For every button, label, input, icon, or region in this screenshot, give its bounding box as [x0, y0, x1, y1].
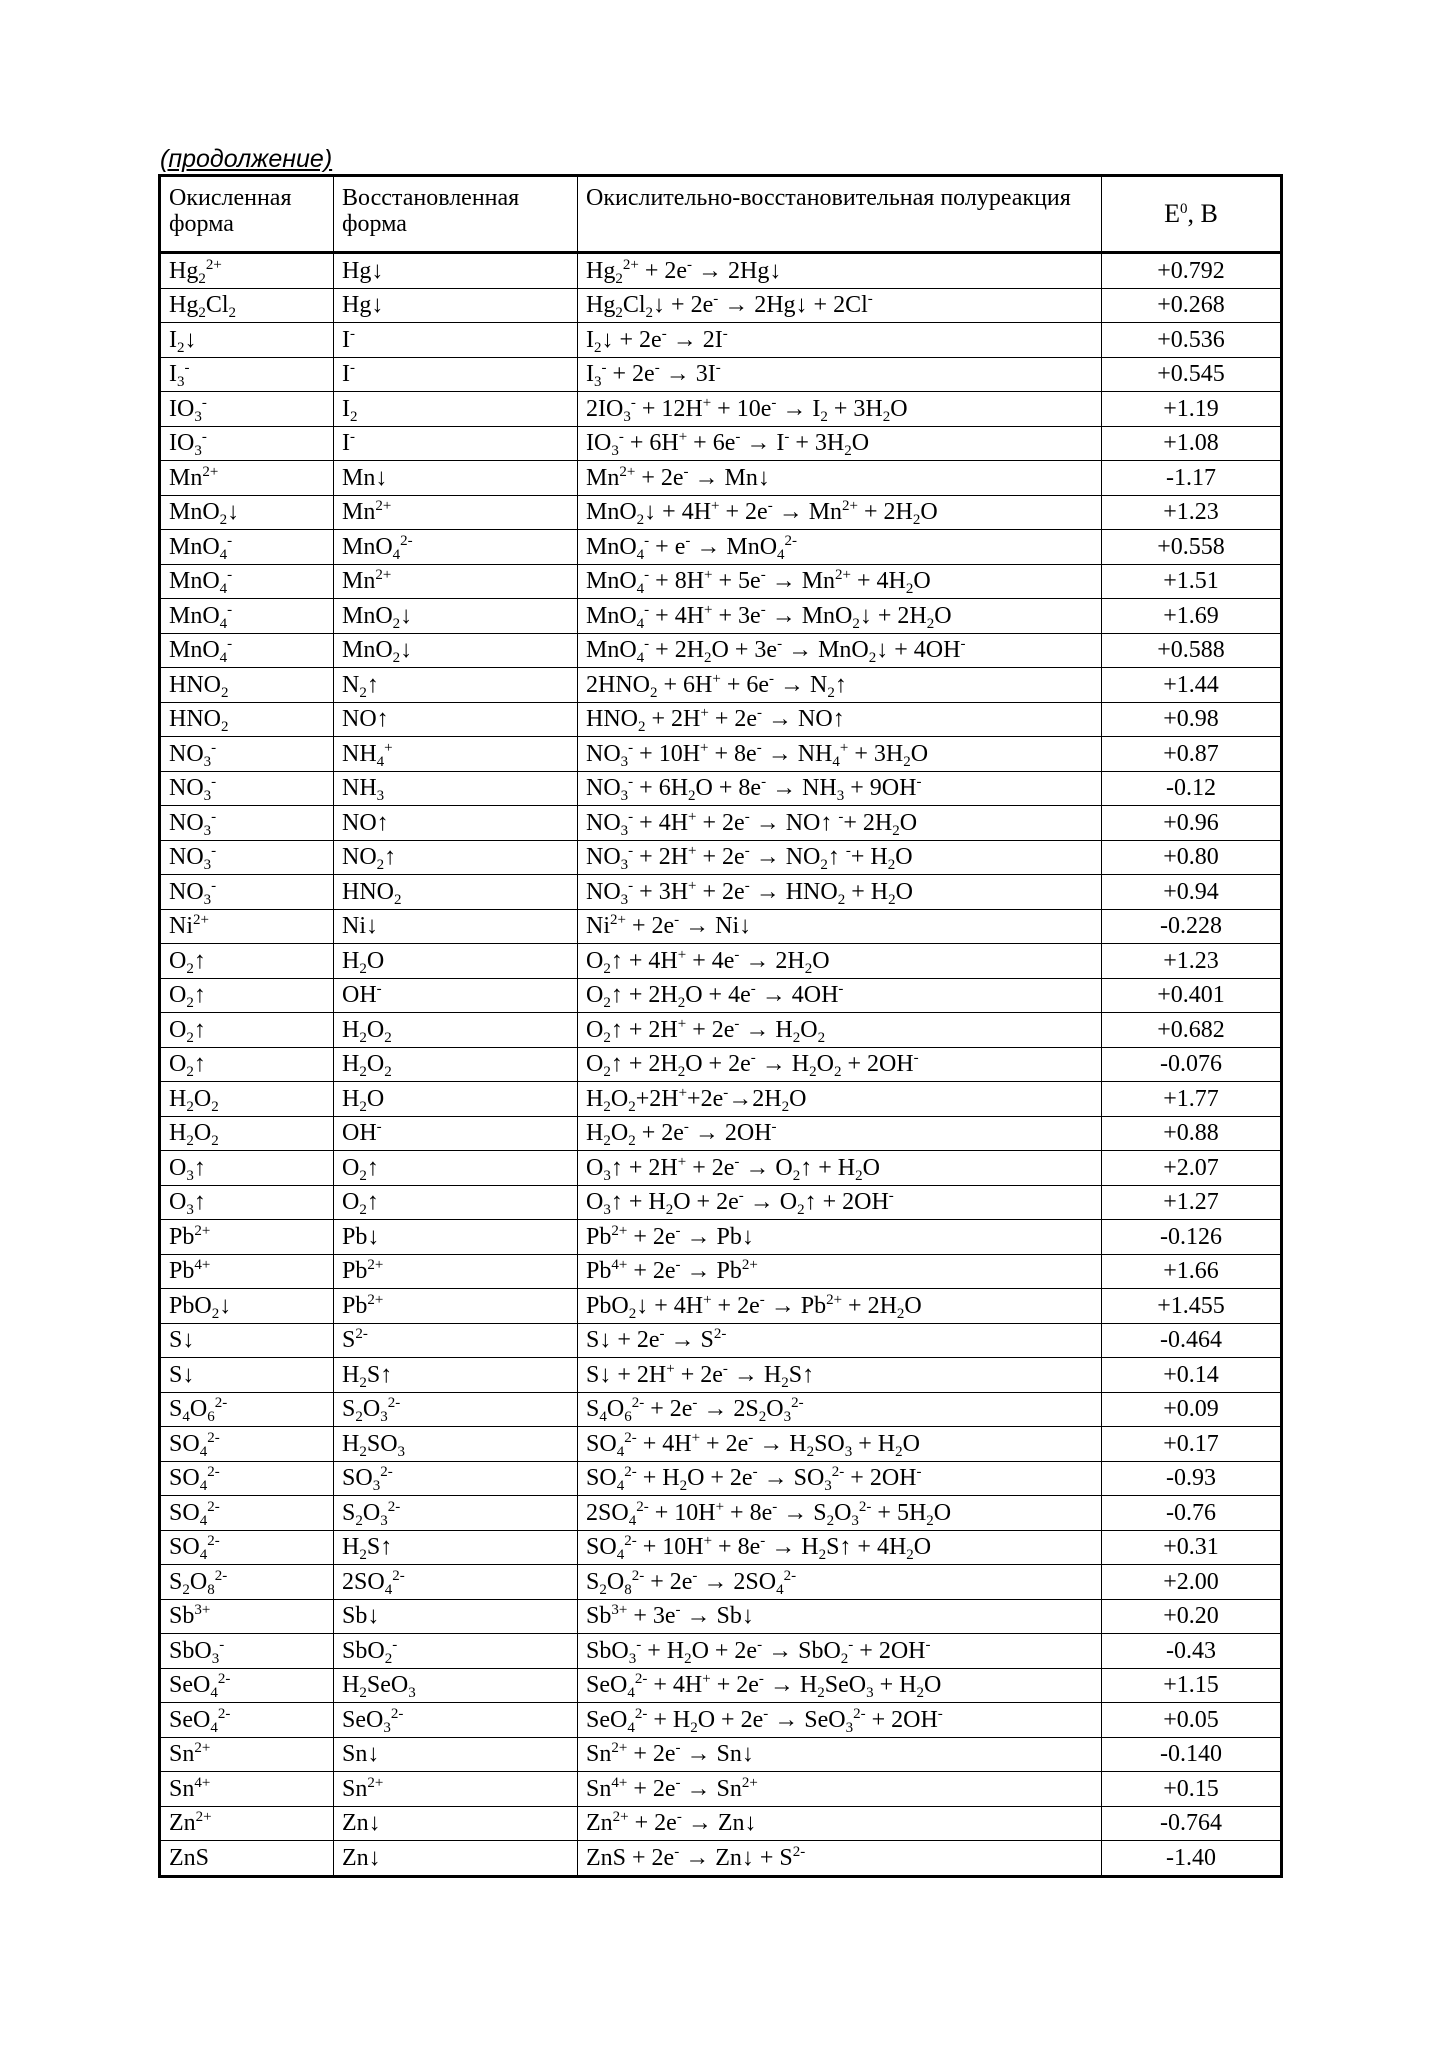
oxidized-form-cell: MnO$_4$- [160, 564, 334, 599]
redox-potentials-table [158, 174, 1283, 1878]
oxidized-form-cell: $Sb^{3+}$ [160, 1599, 334, 1634]
oxidized-form-cell: PbO$_2$↓ [160, 1289, 334, 1324]
oxidized-form-cell: SeO$_4^{2-}$ [160, 1668, 334, 1703]
reduced-form-cell: Sn↓ [334, 1737, 578, 1772]
table-row [160, 668, 1282, 703]
half-reaction-cell: $MnO_4^- + 8H^+ + 5e^- \to Mn^{2+} + 4H_2O$ [578, 564, 1102, 599]
table-row [160, 1392, 1282, 1427]
table-row [160, 978, 1282, 1013]
table-row [160, 944, 1282, 979]
reduced-form-cell: Hg↓ [334, 288, 578, 323]
oxidized-form-cell: MnO$_2$↓ [160, 495, 334, 530]
potential-cell: +2.07 [1102, 1151, 1282, 1186]
table-row [160, 288, 1282, 323]
reduced-form-cell: Zn↓ [334, 1841, 578, 1877]
potential-cell: +0.401 [1102, 978, 1282, 1013]
oxidized-form-cell: $Pb^{2+}$ [160, 1220, 334, 1255]
potential-cell: +0.87 [1102, 737, 1282, 772]
oxidized-form-cell: $O_3↑$ [160, 1151, 334, 1186]
reduced-form-cell: MnO$_2$↓ [334, 599, 578, 634]
potential-cell: +0.20 [1102, 1599, 1282, 1634]
reduced-form-cell: Mn↓ [334, 461, 578, 496]
potential-cell: -0.764 [1102, 1806, 1282, 1841]
potential-cell: -0.76 [1102, 1496, 1282, 1531]
half-reaction-cell: $NO_3^- + 2H^+ + 2e^-$ → $NO_2↑$ $^-+ H_2O$ [578, 840, 1102, 875]
potential-cell: +1.23 [1102, 944, 1282, 979]
oxidized-form-cell: MnO$_4$- [160, 530, 334, 565]
half-reaction-cell: $MnO_4^- + 2H_2O + 3e^-$ → MnO$_2$↓ + 4OH- [578, 633, 1102, 668]
half-reaction-cell: $NO_3^- + 10H^+ + 8e^- \to NH_4^+ + 3H_2O$ [578, 737, 1102, 772]
table-continuation-caption: (продолжение) [160, 145, 333, 173]
potential-cell: +0.15 [1102, 1772, 1282, 1807]
table-row [160, 1082, 1282, 1117]
potential-cell: +1.455 [1102, 1289, 1282, 1324]
half-reaction-cell: $SO_4^{2-} + 10H^+ + 8e^-$ → $H_2S↑ + 4H_2O$ [578, 1530, 1102, 1565]
table-row [160, 1806, 1282, 1841]
potential-cell: +0.558 [1102, 530, 1282, 565]
oxidized-form-cell: MnO$_4$- [160, 633, 334, 668]
half-reaction-cell: $SO_4^{2-} + 4H^+ + 2e^- \to H_2SO_3 + H_2O$ [578, 1427, 1102, 1462]
potential-cell: +0.88 [1102, 1116, 1282, 1151]
half-reaction-cell: $Sb^{3+} + 3e^-$ → Sb↓ [578, 1599, 1102, 1634]
reduced-form-cell: Hg↓ [334, 253, 578, 289]
reduced-form-cell: $HNO_2$ [334, 875, 578, 910]
potential-cell: +0.682 [1102, 1013, 1282, 1048]
table-row [160, 1116, 1282, 1151]
reduced-form-cell: $H_2S↑$ [334, 1358, 578, 1393]
half-reaction-cell: ZnS + 2e- → Zn↓ + $S^{2-}$ [578, 1841, 1102, 1877]
table-row [160, 633, 1282, 668]
header-reduced-form: Восстановленная форма [334, 176, 578, 253]
oxidized-form-cell: $SO_4^{2-}$ [160, 1427, 334, 1462]
potential-cell: +1.66 [1102, 1254, 1282, 1289]
half-reaction-cell: $Ni^{2+} + 2e^-$ → Ni↓ [578, 909, 1102, 944]
reduced-form-cell: $S_2O_3^{2-}$ [334, 1392, 578, 1427]
oxidized-form-cell: $HNO_2$ [160, 702, 334, 737]
table-row [160, 1530, 1282, 1565]
potential-cell: +0.545 [1102, 357, 1282, 392]
oxidized-form-cell: $I_3^-$ [160, 357, 334, 392]
reduced-form-cell: Sb↓ [334, 1599, 578, 1634]
header-row [160, 176, 1282, 253]
potential-cell: -0.93 [1102, 1461, 1282, 1496]
half-reaction-cell: $SO_4^{2-} + H_2O + 2e^- \to SO_3^{2-} + 2OH^-$ [578, 1461, 1102, 1496]
reduced-form-cell: $NH_3$ [334, 771, 578, 806]
potential-cell: -0.228 [1102, 909, 1282, 944]
reduced-form-cell: MnO$_4^{2-}$ [334, 530, 578, 565]
table-row [160, 253, 1282, 289]
oxidized-form-cell: $NO_3^-$ [160, 771, 334, 806]
table-row [160, 1323, 1282, 1358]
reduced-form-cell: SbO$_2$- [334, 1634, 578, 1669]
oxidized-form-cell: $NO_3^-$ [160, 806, 334, 841]
table-row [160, 1496, 1282, 1531]
oxidized-form-cell: $S_2O_8^{2-}$ [160, 1565, 334, 1600]
oxidized-form-cell: $O_2↑$ [160, 978, 334, 1013]
reduced-form-cell: $N_2↑$ [334, 668, 578, 703]
table-row [160, 1013, 1282, 1048]
oxidized-form-cell: S↓ [160, 1358, 334, 1393]
half-reaction-cell: $NO_3^- + 4H^+ + 2e^-$ → NO↑ $^-+ 2H_2O$ [578, 806, 1102, 841]
half-reaction-cell: $2IO_3^- + 12H^+ + 10e^- \to I_2 + 3H_2O$ [578, 392, 1102, 427]
half-reaction-cell: $Mn^{2+} + 2e^-$ → Mn↓ [578, 461, 1102, 496]
oxidized-form-cell: $Ni^{2+}$ [160, 909, 334, 944]
reduced-form-cell: $S^{2-}$ [334, 1323, 578, 1358]
oxidized-form-cell: $O_3↑$ [160, 1185, 334, 1220]
reduced-form-cell: I- [334, 323, 578, 358]
potential-cell: -0.43 [1102, 1634, 1282, 1669]
reduced-form-cell: $H_2S↑$ [334, 1530, 578, 1565]
table-row [160, 1772, 1282, 1807]
reduced-form-cell: Ni↓ [334, 909, 578, 944]
table-row [160, 1668, 1282, 1703]
half-reaction-cell: $SeO_4^{2-} + H_2O + 2e^- \to SeO_3^{2-} + 2OH^-$ [578, 1703, 1102, 1738]
table-row [160, 771, 1282, 806]
reduced-form-cell: Zn↓ [334, 1806, 578, 1841]
half-reaction-cell: $2SO_4^{2-} + 10H^+ + 8e^- \to S_2O_3^{2-} + 5H_2O$ [578, 1496, 1102, 1531]
potential-cell: +0.96 [1102, 806, 1282, 841]
potential-cell: +1.27 [1102, 1185, 1282, 1220]
half-reaction-cell: $O_3↑ + H_2O + 2e^-$ → $O_2↑ + 2OH^-$ [578, 1185, 1102, 1220]
table-row [160, 840, 1282, 875]
potential-cell: +1.08 [1102, 426, 1282, 461]
oxidized-form-cell: $SO_4^{2-}$ [160, 1530, 334, 1565]
half-reaction-cell: MnO$_4$- + 4H+ + 3e- → MnO$_2$↓ + $2H_2O$ [578, 599, 1102, 634]
table-body [160, 253, 1282, 1877]
table-row [160, 875, 1282, 910]
reduced-form-cell: Pb↓ [334, 1220, 578, 1255]
half-reaction-cell: $S_2O_8^{2-} + 2e^- \to 2SO_4^{2-}$ [578, 1565, 1102, 1600]
oxidized-form-cell: $IO_3^-$ [160, 426, 334, 461]
reduced-form-cell: $NH_4^+$ [334, 737, 578, 772]
oxidized-form-cell: $HNO_2$ [160, 668, 334, 703]
reduced-form-cell: $H_2SO_3$ [334, 1427, 578, 1462]
half-reaction-cell: $Hg_2^{2+} + 2e^-$ → 2Hg↓ [578, 253, 1102, 289]
potential-cell: +0.268 [1102, 288, 1282, 323]
oxidized-form-cell: $O_2↑$ [160, 944, 334, 979]
header-standard-potential: $E^0$, В [1102, 176, 1282, 253]
reduced-form-cell: MnO$_2$↓ [334, 633, 578, 668]
potential-cell: -0.076 [1102, 1047, 1282, 1082]
potential-cell: +0.09 [1102, 1392, 1282, 1427]
oxidized-form-cell: $NO_3^-$ [160, 737, 334, 772]
potential-cell: +1.77 [1102, 1082, 1282, 1117]
half-reaction-cell: $Hg_2Cl_2↓ + 2e^-$ → 2Hg↓ + 2Cl- [578, 288, 1102, 323]
table-row [160, 392, 1282, 427]
potential-cell: +0.80 [1102, 840, 1282, 875]
reduced-form-cell: $H_2O$ [334, 1082, 578, 1117]
half-reaction-cell: $O_2↑ + 2H_2O + 2e^- \to H_2O_2 + 2OH^-$ [578, 1047, 1102, 1082]
reduced-form-cell: $Sn^{2+}$ [334, 1772, 578, 1807]
table-row [160, 1841, 1282, 1877]
oxidized-form-cell: $H_2O_2$ [160, 1116, 334, 1151]
potential-cell: +0.98 [1102, 702, 1282, 737]
potential-cell: +0.05 [1102, 1703, 1282, 1738]
oxidized-form-cell: $S_4O_6^{2-}$ [160, 1392, 334, 1427]
potential-cell: +1.19 [1102, 392, 1282, 427]
half-reaction-cell: $I_3^- + 2e^- \to 3I^-$ [578, 357, 1102, 392]
table-row [160, 599, 1282, 634]
table-row [160, 1461, 1282, 1496]
table-row [160, 702, 1282, 737]
oxidized-form-cell: ZnS [160, 1841, 334, 1877]
potential-cell: +1.15 [1102, 1668, 1282, 1703]
reduced-form-cell: NO↑ [334, 806, 578, 841]
table-row [160, 495, 1282, 530]
oxidized-form-cell: $Pb^{4+}$ [160, 1254, 334, 1289]
half-reaction-cell: $I_2↓ + 2e^- \to 2I^-$ [578, 323, 1102, 358]
potential-cell: +1.23 [1102, 495, 1282, 530]
oxidized-form-cell: $SO_4^{2-}$ [160, 1496, 334, 1531]
reduced-form-cell: I- [334, 426, 578, 461]
oxidized-form-cell: $SO_4^{2-}$ [160, 1461, 334, 1496]
potential-cell: -0.140 [1102, 1737, 1282, 1772]
half-reaction-cell: $Sn^{2+} + 2e^-$ → Sn↓ [578, 1737, 1102, 1772]
oxidized-form-cell: SbO$_3$- [160, 1634, 334, 1669]
oxidized-form-cell: $Hg_2Cl_2$ [160, 288, 334, 323]
half-reaction-cell: $NO_3^- + 6H_2O + 8e^- \to NH_3 + 9OH^-$ [578, 771, 1102, 806]
oxidized-form-cell: SeO$_4^{2-}$ [160, 1703, 334, 1738]
table-row [160, 1220, 1282, 1255]
potential-cell: +0.792 [1102, 253, 1282, 289]
table-row [160, 1151, 1282, 1186]
reduced-form-cell: $O_2↑$ [334, 1151, 578, 1186]
reduced-form-cell: $I_2$ [334, 392, 578, 427]
potential-cell: +0.94 [1102, 875, 1282, 910]
reduced-form-cell: I- [334, 357, 578, 392]
oxidized-form-cell: MnO$_4$- [160, 599, 334, 634]
half-reaction-cell: $Zn^{2+} + 2e^-$ → Zn↓ [578, 1806, 1102, 1841]
reduced-form-cell: $H_2SeO_3$ [334, 1668, 578, 1703]
reduced-form-cell: NO↑ [334, 702, 578, 737]
reduced-form-cell: $NO_2↑$ [334, 840, 578, 875]
potential-cell: +1.69 [1102, 599, 1282, 634]
reduced-form-cell: OH- [334, 1116, 578, 1151]
table-row [160, 1289, 1282, 1324]
half-reaction-cell: $Sn^{4+} + 2e^- \to Sn^{2+}$ [578, 1772, 1102, 1807]
oxidized-form-cell: $IO_3^-$ [160, 392, 334, 427]
table-row [160, 1599, 1282, 1634]
oxidized-form-cell: $Sn^{2+}$ [160, 1737, 334, 1772]
potential-cell: -1.17 [1102, 461, 1282, 496]
table-row [160, 1254, 1282, 1289]
reduced-form-cell: $Pb^{2+}$ [334, 1254, 578, 1289]
reduced-form-cell: $Pb^{2+}$ [334, 1289, 578, 1324]
half-reaction-cell: $NO_3^- + 3H^+ + 2e^- \to HNO_2 + H_2O$ [578, 875, 1102, 910]
oxidized-form-cell: $O_2↑$ [160, 1047, 334, 1082]
table-row [160, 461, 1282, 496]
table-row [160, 530, 1282, 565]
half-reaction-cell: S↓ + $2H^+ + 2e^- \to H_2S↑$ [578, 1358, 1102, 1393]
reduced-form-cell: $Mn^{2+}$ [334, 564, 578, 599]
potential-cell: +0.17 [1102, 1427, 1282, 1462]
oxidized-form-cell: $Sn^{4+}$ [160, 1772, 334, 1807]
half-reaction-cell: $Pb^{4+} + 2e^- \to Pb^{2+}$ [578, 1254, 1102, 1289]
table-row [160, 564, 1282, 599]
table-row [160, 426, 1282, 461]
half-reaction-cell: $Pb^{2+} + 2e^-$ → Pb↓ [578, 1220, 1102, 1255]
header-half-reaction: Окислительно-восстановительная полуреакция [578, 176, 1102, 253]
half-reaction-cell: $IO_3^- + 6H^+ + 6e^- \to I^- + 3H_2O$ [578, 426, 1102, 461]
table-row [160, 909, 1282, 944]
potential-cell: -0.12 [1102, 771, 1282, 806]
half-reaction-cell: $S_4O_6^{2-} + 2e^- \to 2S_2O_3^{2-}$ [578, 1392, 1102, 1427]
half-reaction-cell: PbO$_2$↓ + $4H^+ + 2e^- \to Pb^{2+} + 2H_2O$ [578, 1289, 1102, 1324]
half-reaction-cell: $H_2O_2 + 2e^- \to 2OH^-$ [578, 1116, 1102, 1151]
potential-cell: +1.44 [1102, 668, 1282, 703]
half-reaction-cell: MnO$_2$↓ + $4H^+ + 2e^- \to Mn^{2+} + 2H_2O$ [578, 495, 1102, 530]
table-header [160, 176, 1282, 253]
potential-cell: +0.536 [1102, 323, 1282, 358]
half-reaction-cell: $SeO_4^{2-} + 4H^+ + 2e^- \to H_2SeO_3 + H_2O$ [578, 1668, 1102, 1703]
table-row [160, 1737, 1282, 1772]
half-reaction-cell: $2HNO_2 + 6H^+ + 6e^-$ → $N_2↑$ [578, 668, 1102, 703]
header-oxidized-form: Окисленная форма [160, 176, 334, 253]
reduced-form-cell: SeO$_3^{2-}$ [334, 1703, 578, 1738]
half-reaction-cell: $O_2↑ + 2H^+ + 2e^- \to H_2O_2$ [578, 1013, 1102, 1048]
oxidized-form-cell: $H_2O_2$ [160, 1082, 334, 1117]
reduced-form-cell: $Mn^{2+}$ [334, 495, 578, 530]
table-row [160, 806, 1282, 841]
table-row [160, 1634, 1282, 1669]
table-row [160, 1565, 1282, 1600]
table-row [160, 1047, 1282, 1082]
half-reaction-cell: $H_2O_2+2H^++2e^-\to 2H_2O$ [578, 1082, 1102, 1117]
potential-cell: -1.40 [1102, 1841, 1282, 1877]
table-row [160, 1185, 1282, 1220]
half-reaction-cell: $HNO_2 + 2H^+ + 2e^-$ → NO↑ [578, 702, 1102, 737]
reduced-form-cell: $H_2O$ [334, 944, 578, 979]
reduced-form-cell: $S_2O_3^{2-}$ [334, 1496, 578, 1531]
table-row [160, 323, 1282, 358]
potential-cell: +2.00 [1102, 1565, 1282, 1600]
reduced-form-cell: $H_2O_2$ [334, 1047, 578, 1082]
half-reaction-cell: $O_3↑ + 2H^+ + 2e^-$ → $O_2↑ + H_2O$ [578, 1151, 1102, 1186]
half-reaction-cell: $O_2↑ + 2H_2O + 4e^- \to 4OH^-$ [578, 978, 1102, 1013]
oxidized-form-cell: $I_2↓$ [160, 323, 334, 358]
potential-cell: +0.588 [1102, 633, 1282, 668]
potential-cell: +0.14 [1102, 1358, 1282, 1393]
table-row [160, 737, 1282, 772]
reduced-form-cell: $O_2↑$ [334, 1185, 578, 1220]
half-reaction-cell: MnO$_4$- + e- → MnO$_4^{2-}$ [578, 530, 1102, 565]
reduced-form-cell: $H_2O_2$ [334, 1013, 578, 1048]
potential-cell: -0.464 [1102, 1323, 1282, 1358]
half-reaction-cell: $O_2↑ + 4H^+ + 4e^- \to 2H_2O$ [578, 944, 1102, 979]
table-row [160, 1358, 1282, 1393]
table-row [160, 1703, 1282, 1738]
half-reaction-cell: $SbO_3^- + H_2O + 2e^- \to SbO_2^- + 2OH^-$ [578, 1634, 1102, 1669]
potential-cell: +1.51 [1102, 564, 1282, 599]
reduced-form-cell: $2SO_4^{2-}$ [334, 1565, 578, 1600]
oxidized-form-cell: S↓ [160, 1323, 334, 1358]
reduced-form-cell: OH- [334, 978, 578, 1013]
oxidized-form-cell: $Mn^{2+}$ [160, 461, 334, 496]
potential-cell: -0.126 [1102, 1220, 1282, 1255]
reduced-form-cell: $SO_3^{2-}$ [334, 1461, 578, 1496]
table-row [160, 357, 1282, 392]
oxidized-form-cell: $NO_3^-$ [160, 875, 334, 910]
potential-cell: +0.31 [1102, 1530, 1282, 1565]
oxidized-form-cell: $Hg_2^{2+}$ [160, 253, 334, 289]
oxidized-form-cell: $NO_3^-$ [160, 840, 334, 875]
oxidized-form-cell: $Zn^{2+}$ [160, 1806, 334, 1841]
half-reaction-cell: S↓ + $2e^- \to S^{2-}$ [578, 1323, 1102, 1358]
oxidized-form-cell: $O_2↑$ [160, 1013, 334, 1048]
table-row [160, 1427, 1282, 1462]
